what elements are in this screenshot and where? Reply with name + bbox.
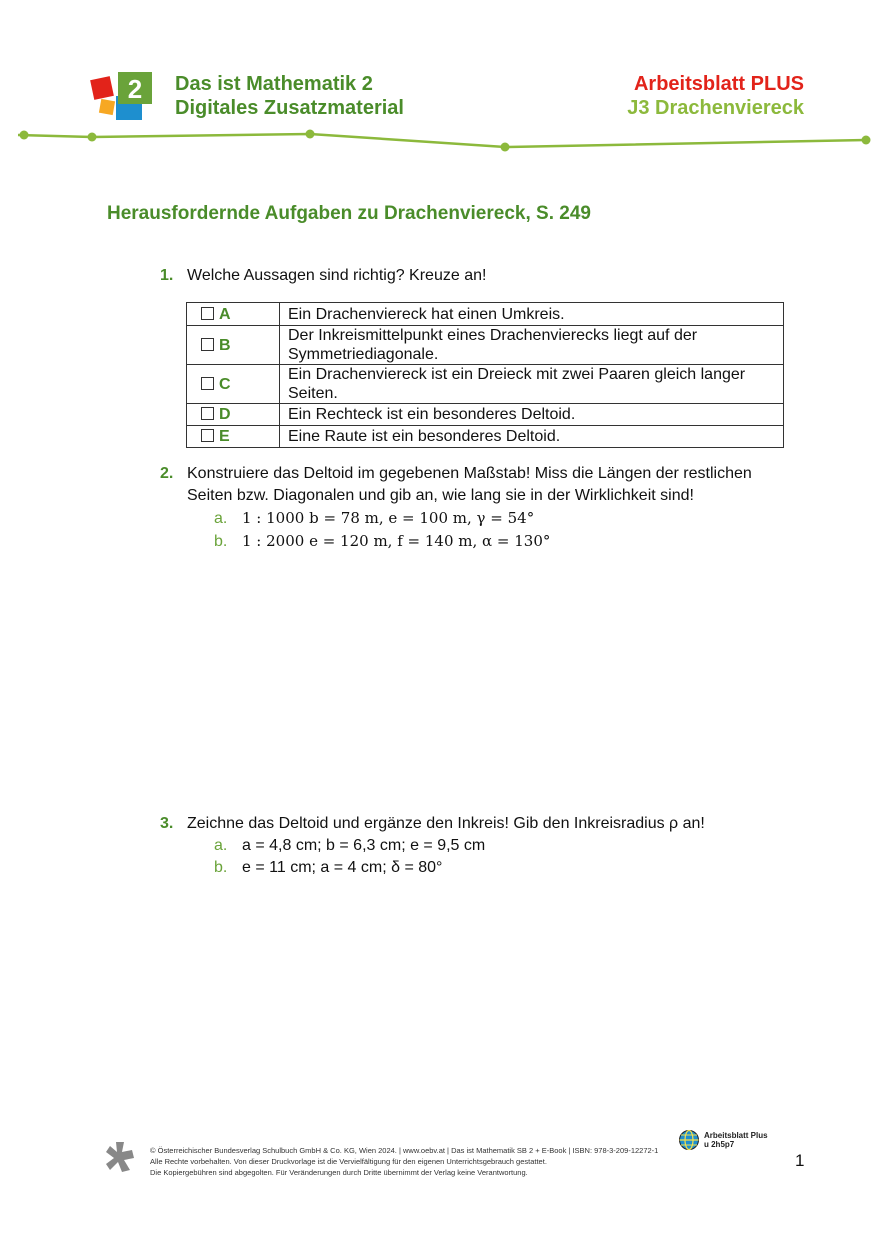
statement-cell: Ein Drachenviereck hat einen Umkreis. bbox=[280, 303, 784, 326]
table-row bbox=[187, 426, 784, 448]
subtask-text: 1 : 2000 e = 120 m, f = 140 m, α = 130° bbox=[242, 532, 551, 550]
statement-cell: Ein Rechteck ist ein besonderes Deltoid. bbox=[280, 404, 784, 426]
sheet-type: Arbeitsblatt PLUS bbox=[633, 73, 804, 95]
statement-cell: Ein Drachenviereck ist ein Dreieck mit zwei Paaren gleich langer Seiten. bbox=[280, 365, 784, 404]
subtask-3b bbox=[214, 857, 442, 879]
task-prompt: Welche Aussagen sind richtig? Kreuze an! bbox=[187, 267, 487, 284]
header-divider bbox=[0, 125, 890, 155]
table-row bbox=[187, 365, 784, 404]
publisher-logo-icon bbox=[104, 1140, 136, 1174]
header-right bbox=[627, 72, 804, 120]
footer-line2: Alle Rechte vorbehalten. Von dieser Druckvorlage ist die Vervielfältigung für den eigenen Unterrichtsgebrauch gestattet. bbox=[150, 1157, 547, 1166]
product-subtitle: Digitales Zusatzmaterial bbox=[175, 97, 404, 119]
arbeitsblatt-plus-badge[interactable] bbox=[704, 1131, 768, 1149]
task-prompt-line1: Konstruiere das Deltoid im gegebenen Maßstab! Miss die Längen der restlichen bbox=[187, 465, 752, 482]
answer-table bbox=[186, 302, 784, 448]
subtask-label: b. bbox=[214, 533, 228, 550]
logo-digit: 2 bbox=[127, 74, 143, 104]
footer-line1: © Österreichischer Bundesverlag Schulbuch GmbH & Co. KG, Wien 2024. | www.oebv.at | Das ist Mathematik SB 2 + E-Book | ISBN: 978-3-209-12272-1 bbox=[150, 1146, 659, 1155]
option-cell[interactable]: C bbox=[187, 365, 280, 404]
task-number: 3. bbox=[160, 815, 174, 832]
option-cell[interactable]: E bbox=[187, 426, 280, 448]
task-number: 1. bbox=[160, 267, 174, 284]
sheet-topic: J3 Drachenviereck bbox=[627, 97, 804, 119]
subtask-label: a. bbox=[214, 510, 228, 527]
product-title: Das ist Mathematik 2 bbox=[175, 73, 373, 95]
page-title: Herausfordernde Aufgaben zu Drachenviereck, S. 249 bbox=[107, 203, 591, 224]
badge-title: Arbeitsblatt Plus bbox=[704, 1131, 768, 1140]
subtask-2a bbox=[214, 507, 534, 530]
task-number: 2. bbox=[160, 465, 174, 482]
subtask-label: b. bbox=[214, 859, 228, 876]
option-cell[interactable]: B bbox=[187, 326, 280, 365]
page-number: 1 bbox=[795, 1151, 805, 1170]
subtask-label: a. bbox=[214, 837, 228, 854]
footer-line3: Die Kopiergebühren sind abgegolten. Für Veränderungen durch Dritte übernimmt der Verlag keine Verantwortung. bbox=[150, 1168, 528, 1177]
globe-icon bbox=[678, 1129, 700, 1151]
subtask-text: a = 4,8 cm; b = 6,3 cm; e = 9,5 cm bbox=[242, 837, 486, 854]
option-cell[interactable]: D bbox=[187, 404, 280, 426]
subtask-text: 1 : 1000 b = 78 m, e = 100 m, γ = 54° bbox=[242, 509, 535, 527]
table-row bbox=[187, 404, 784, 426]
subtask-2b bbox=[214, 530, 550, 553]
footer-text bbox=[150, 1145, 658, 1178]
table-row bbox=[187, 303, 784, 326]
subtask-text: e = 11 cm; a = 4 cm; δ = 80° bbox=[242, 859, 443, 876]
badge-code: u 2h5p7 bbox=[704, 1140, 735, 1149]
task-prompt-line2: Seiten bzw. Diagonalen und gib an, wie lang sie in der Wirklichkeit sind! bbox=[187, 487, 694, 504]
task-prompt: Zeichne das Deltoid und ergänze den Inkreis! Gib den Inkreisradius ρ an! bbox=[187, 815, 705, 832]
table-row bbox=[187, 326, 784, 365]
checkbox-icon[interactable] bbox=[201, 338, 214, 351]
book-logo-icon bbox=[90, 68, 162, 126]
header-left bbox=[175, 72, 404, 120]
checkbox-icon[interactable] bbox=[201, 429, 214, 442]
checkbox-icon[interactable] bbox=[201, 377, 214, 390]
statement-cell: Der Inkreismittelpunkt eines Drachenvierecks liegt auf der Symmetriediagonale. bbox=[280, 326, 784, 365]
checkbox-icon[interactable] bbox=[201, 407, 214, 420]
statement-cell: Eine Raute ist ein besonderes Deltoid. bbox=[280, 426, 784, 448]
checkbox-icon[interactable] bbox=[201, 307, 214, 320]
option-cell[interactable]: A bbox=[187, 303, 280, 326]
subtask-3a bbox=[214, 835, 485, 857]
